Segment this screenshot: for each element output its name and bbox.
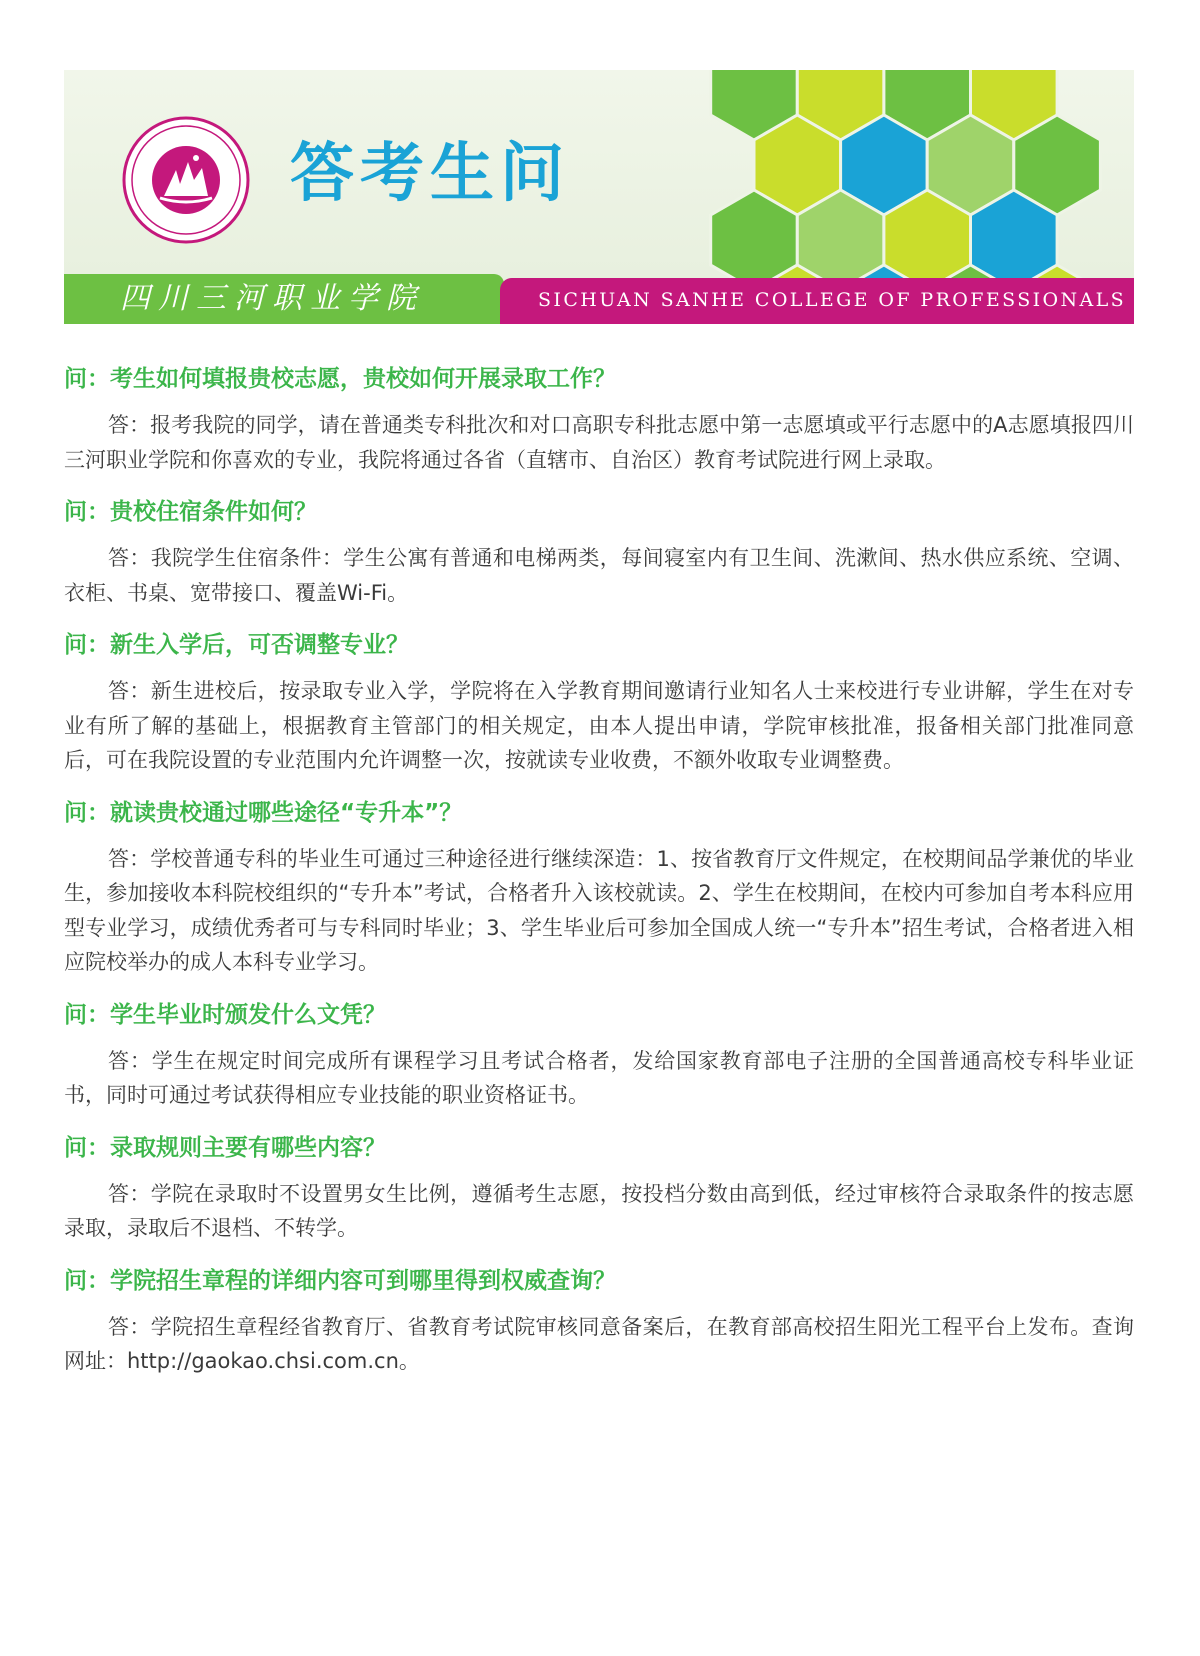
faq-question: 问：新生入学后，可否调整专业？ <box>64 632 409 658</box>
faq-answer: 答：我院学生住宿条件：学生公寓有普通和电梯两类，每间寝室内有卫生间、洗漱间、热水供应系统、空调、衣柜、书桌、宽带接口、覆盖Wi-Fi。 <box>64 546 1134 605</box>
faq-question: 问：录取规则主要有哪些内容？ <box>64 1134 386 1161</box>
faq-answer: 答：学生在规定时间完成所有课程学习且考试合格者，发给国家教育部电子注册的全国普通高校专科毕业证书，同时可通过考试获得相应专业技能的职业资格证书。 <box>64 1048 1134 1107</box>
faq-question: 问：贵校住宿条件如何？ <box>64 499 317 525</box>
faq-answer: 答：学院招生章程经省教育厅、省教育考试院审核同意备案后，在教育部高校招生阳光工程平台上发布。查询网址：http://gaokao.chsi.com.cn。 <box>64 1314 1134 1373</box>
faq-answer: 答：报考我院的同学，请在普通类专科批次和对口高职专科批志愿中第一志愿填或平行志愿中的A志愿填报四川三河职业学院和你喜欢的专业，我院将通过各省（直辖市、自治区）教育考试院进行网上录取。 <box>64 413 1134 472</box>
faq-item <box>64 796 1134 980</box>
faq-item <box>64 1264 1134 1379</box>
banner-title: 答考生问 <box>290 137 570 211</box>
faq-question: 问：学生毕业时颁发什么文凭？ <box>64 1001 386 1028</box>
faq-item <box>64 495 1134 610</box>
faq-question: 问：学院招生章程的详细内容可到哪里得到权威查询？ <box>64 1267 616 1294</box>
faq-answer: 答：学校普通专科的毕业生可通过三种途径进行继续深造：1、按省教育厅文件规定，在校期间品学兼优的毕业生，参加接收本科院校组织的“专升本”考试，合格者升入该校就读。2、学生在校期间，在校内可参加自考本科应用型专业学习，成绩优秀者可与专科同时毕业；3、学生毕业后可参加全国成人统一“专升本”招生考试，合格者进入相应院校举办的成人本科专业学习。 <box>64 846 1134 974</box>
faq-list <box>64 362 1134 1397</box>
faq-question: 问：考生如何填报贵校志愿，贵校如何开展录取工作？ <box>64 366 616 392</box>
faq-item <box>64 998 1134 1113</box>
english-name-strip <box>500 278 1134 324</box>
faq-item <box>64 628 1134 778</box>
header-banner <box>64 70 1134 324</box>
chinese-name-strip <box>64 274 504 324</box>
college-name-en: SICHUAN SANHE COLLEGE OF PROFESSIONALS <box>538 289 1127 311</box>
college-name-cn: 四川三河职业学院 <box>120 281 424 316</box>
college-logo-icon <box>120 114 252 246</box>
faq-question: 问：就读贵校通过哪些途径“专升本”？ <box>64 799 463 826</box>
faq-item <box>64 1131 1134 1246</box>
faq-answer: 答：新生进校后，按录取专业入学，学院将在入学教育期间邀请行业知名人士来校进行专业讲解，学生在对专业有所了解的基础上，根据教育主管部门的相关规定，由本人提出申请，学院审核批准，报备相关部门批准同意后，可在我院设置的专业范围内允许调整一次，按就读专业收费，不额外收取专业调整费。 <box>64 679 1134 772</box>
faq-answer: 答：学院在录取时不设置男女生比例，遵循考生志愿，按投档分数由高到低，经过审核符合录取条件的按志愿录取，录取后不退档、不转学。 <box>64 1181 1134 1240</box>
faq-item <box>64 362 1134 477</box>
